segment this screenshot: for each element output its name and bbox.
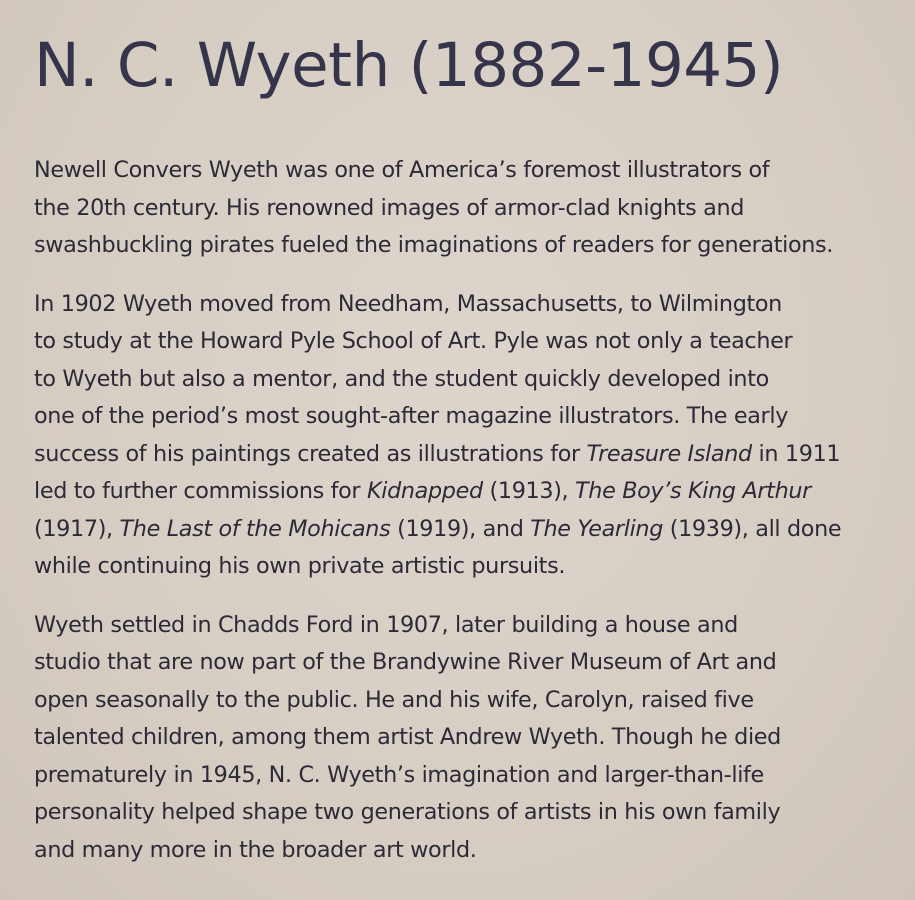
text-line: while continuing his own private artistic pursuits. [34, 553, 566, 579]
text-line: to Wyeth but also a mentor, and the student quickly developed into [34, 365, 769, 392]
text-line: Wyeth settled in Chadds Ford in 1907, later building a house and [34, 611, 738, 638]
text-line: Newell Convers Wyeth was one of America’s foremost illustrators of [34, 157, 770, 183]
book-title-boys-king-arthur: The Boy’s King Arthur [575, 478, 811, 504]
book-title-last-of-the-mohicans: The Last of the Mohicans [119, 515, 391, 542]
text-segment: led to further commissions for [34, 478, 367, 504]
paragraph-intro [34, 152, 881, 265]
text-segment: in 1911 [751, 440, 841, 467]
text-line: studio that are now part of the Brandywine River Museum of Art and [34, 649, 777, 675]
text-line: and many more in the broader art world. [34, 836, 477, 863]
text-line [34, 436, 881, 474]
text-segment: (1919), and [390, 515, 531, 542]
text-line: open seasonally to the public. He and his wife, Carolyn, raised five [34, 686, 754, 713]
text-line: In 1902 Wyeth moved from Needham, Massachusetts, to Wilmington [34, 290, 782, 317]
text-line: talented children, among them artist Andrew Wyeth. Though he died [34, 724, 781, 750]
book-title-kidnapped: Kidnapped [366, 478, 483, 504]
text-line [34, 511, 881, 549]
text-line: the 20th century. His renowned images of armor-clad knights and [34, 194, 745, 221]
text-line [34, 473, 881, 511]
paragraph-career [34, 286, 881, 586]
page-title: N. C. Wyeth (1882-1945) [34, 30, 784, 101]
book-title-treasure-island: Treasure Island [586, 440, 752, 467]
text-line: prematurely in 1945, N. C. Wyeth’s imagination and larger-than-life [34, 761, 764, 788]
text-line: one of the period’s most sought-after magazine illustrators. The early [34, 403, 789, 429]
text-segment: (1939), all done [663, 515, 842, 542]
book-title-the-yearling: The Yearling [530, 515, 663, 542]
text-line: personality helped shape two generations of artists in his own family [34, 799, 781, 825]
text-segment: (1917), [34, 515, 120, 542]
text-line: to study at the Howard Pyle School of Art. Pyle was not only a teacher [34, 328, 793, 354]
paragraph-legacy [34, 607, 881, 870]
text-segment: (1913), [482, 478, 576, 504]
text-line: swashbuckling pirates fueled the imaginations of readers for generations. [34, 232, 834, 258]
text-segment: success of his paintings created as illustrations for [34, 440, 587, 467]
